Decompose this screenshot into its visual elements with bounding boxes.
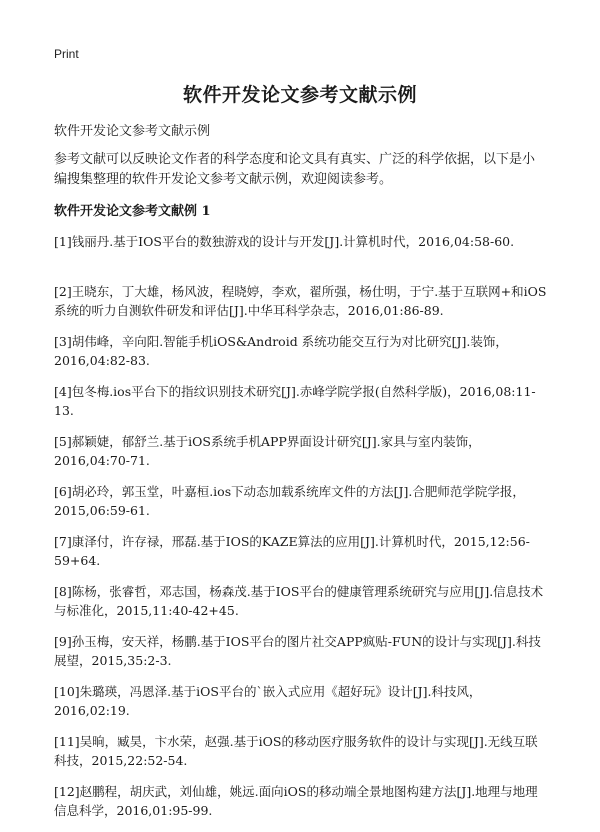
page-title: 软件开发论文参考文献示例 bbox=[182, 84, 417, 106]
reference-item: [4]包冬梅.ios平台下的指纹识别技术研究[J].赤峰学院学报(自然科学版)，2016,08:11-13. bbox=[54, 384, 536, 418]
reference-item: [9]孙玉梅，安天祥，杨鹏.基于IOS平台的图片社交APP疯贴-FUN的设计与实现[J].科技展望，2015,35:2-3. bbox=[54, 634, 541, 668]
reference-item: [11]吴晌，臧昊，卞水荣，赵强.基于iOS的移动医疗服务软件的设计与实现[J].无线互联科技，2015,22:52-54. bbox=[54, 734, 538, 768]
reference-item: [8]陈杨，张睿哲，邓志国，杨森茂.基于IOS平台的健康管理系统研究与应用[J].信息技术与标准化，2015,11:40-42+45. bbox=[54, 584, 544, 618]
reference-item: [3]胡伟峰，辛向阳.智能手机iOS&Android 系统功能交互行为对比研究[J].装饰，2016,04:82-83. bbox=[54, 334, 508, 368]
reference-item: [10]朱璐瑛，冯恩泽.基于iOS平台的`嵌入式应用《超好玩》设计[J].科技风，2016,02:19. bbox=[54, 684, 482, 718]
reference-item: [2]王晓东，丁大雄，杨风波，程晓婷，李欢，翟所强，杨仕明，于宁.基于互联网+和iOS系统的听力自测软件研发和评估[J].中华耳科学杂志，2016,01:86-89. bbox=[54, 284, 547, 318]
reference-item: [5]郝颖婕，郁舒兰.基于iOS系统手机APP界面设计研究[J].家具与室内装饰，2016,04:70-71. bbox=[54, 434, 481, 468]
reference-item: [1]钱丽丹.基于IOS平台的数独游戏的设计与开发[J].计算机时代，2016,04:58-60. bbox=[54, 234, 515, 249]
section-heading: 软件开发论文参考文献例 1 bbox=[54, 204, 211, 219]
reference-list bbox=[54, 232, 549, 832]
reference-item: [12]赵鹏程，胡庆武，刘仙雄，姚远.面向iOS的移动端全景地图构建方法[J].地理与地理信息科学，2016,01:95-99. bbox=[54, 784, 538, 818]
print-link[interactable]: Print bbox=[54, 47, 79, 61]
reference-item: [6]胡必玲，郭玉堂，叶嘉桓.ios下动态加载系统库文件的方法[J].合肥师范学院学报，2015,06:59-61. bbox=[54, 484, 525, 518]
page-subtitle: 软件开发论文参考文献示例 bbox=[54, 124, 211, 139]
reference-item: [7]康泽付，许存禄，邢磊.基于IOS的KAZE算法的应用[J].计算机时代，2015,12:56-59+64. bbox=[54, 534, 530, 568]
intro-paragraph: 参考文献可以反映论文作者的科学态度和论文具有真实、广泛的科学依据，以下是小编搜集整理的软件开发论文参考文献示例，欢迎阅读参考。 bbox=[54, 152, 536, 187]
